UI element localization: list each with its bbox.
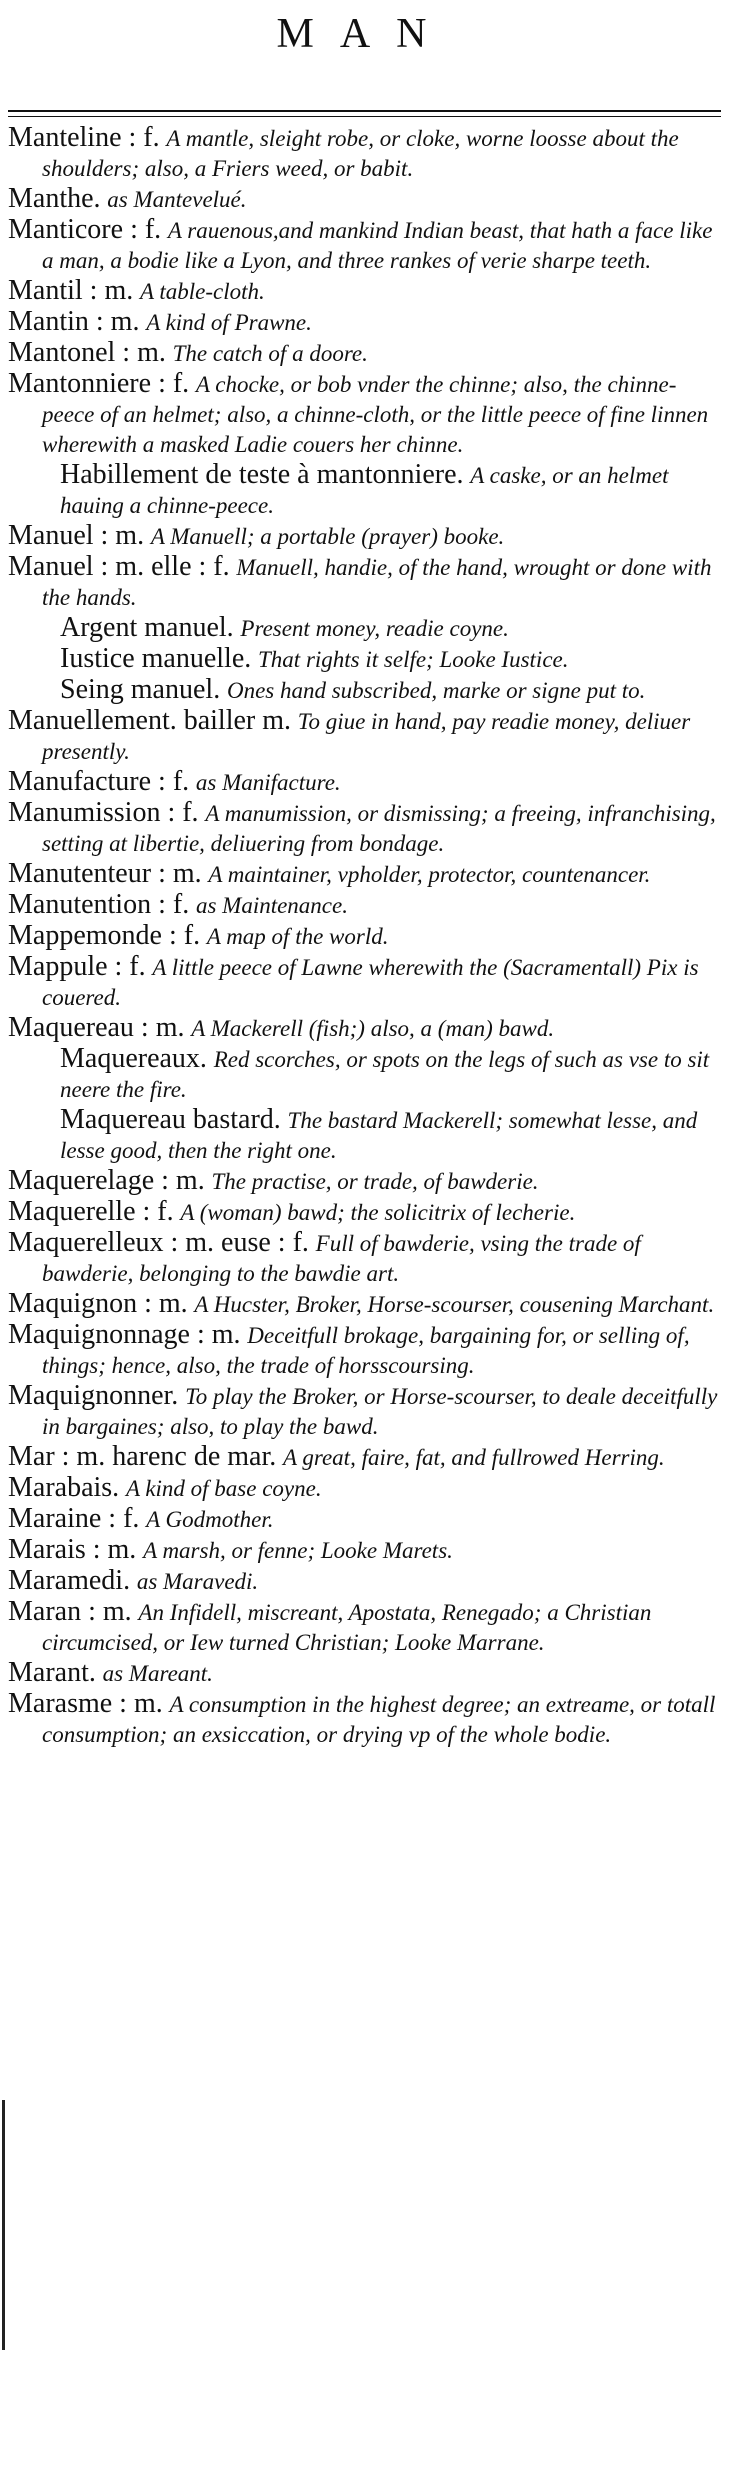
definition: A caske, or an helmet hauing a chinne-peece. <box>60 463 669 518</box>
headword: Manticore : f. <box>8 214 162 245</box>
headword: Maquerelage : m. <box>8 1165 205 1196</box>
headword: Habillement de teste à mantonniere. <box>60 459 464 490</box>
margin-mark <box>2 2100 5 2350</box>
headword: Marabais. <box>8 1472 120 1503</box>
headword: Maquereaux. <box>60 1043 207 1074</box>
sub-entry <box>8 644 721 674</box>
headword: Manuel : m. <box>8 520 145 551</box>
definition: A chocke, or bob vnder the chinne; also, the chinne-peece of an helmet; also, a chinne-cloth, or the little peece of fine linnen wherewith a masked Ladie couers her chinne. <box>42 372 709 457</box>
headword: Maquereau bastard. <box>60 1104 281 1135</box>
headword: Maquignonnage : m. <box>8 1319 241 1350</box>
dictionary-entry <box>8 184 721 214</box>
definition: A Godmother. <box>146 1507 274 1532</box>
headword: Maquereau : m. <box>8 1012 185 1043</box>
dictionary-entry <box>8 123 721 183</box>
entry-list <box>8 123 721 1749</box>
headword: Mar : m. harenc de mar. <box>8 1441 277 1472</box>
sub-entry <box>8 1044 721 1104</box>
definition: An Infidell, miscreant, Apostata, Renegado; a Christian circumcised, or Iew turned Christian; Looke Marrane. <box>42 1600 652 1655</box>
definition: A marsh, or fenne; Looke Marets. <box>143 1538 453 1563</box>
dictionary-entry <box>8 1504 721 1534</box>
header-rule <box>8 110 721 112</box>
dictionary-entry <box>8 1566 721 1596</box>
definition: A map of the world. <box>206 924 389 949</box>
headword: Mappule : f. <box>8 951 146 982</box>
headword: Manuel : m. elle : f. <box>8 551 230 582</box>
dictionary-entry <box>8 369 721 459</box>
dictionary-entry <box>8 1442 721 1472</box>
headword: Maraine : f. <box>8 1503 140 1534</box>
definition: To play the Broker, or Horse-scourser, to deale deceitfully in bargaines; also, to play the bawd. <box>42 1384 718 1439</box>
definition: as Maintenance. <box>195 893 348 918</box>
headword: Maquerelleux : m. euse : f. <box>8 1227 309 1258</box>
definition: Present money, readie coyne. <box>240 616 509 641</box>
sub-entry <box>8 675 721 705</box>
definition: Ones hand subscribed, marke or signe put to. <box>226 678 646 703</box>
dictionary-entry <box>8 921 721 951</box>
dictionary-entry <box>8 952 721 1012</box>
headword: Maran : m. <box>8 1596 132 1627</box>
dictionary-entry <box>8 215 721 275</box>
headword: Maquerelle : f. <box>8 1196 174 1227</box>
definition: A (woman) bawd; the solicitrix of lecherie. <box>180 1200 576 1225</box>
definition: That rights it selfe; Looke Iustice. <box>258 647 569 672</box>
definition: Deceitfull brokage, bargaining for, or selling of, things; hence, also, the trade of horsscoursing. <box>42 1323 690 1378</box>
definition: A little peece of Lawne wherewith the (Sacramentall) Pix is couered. <box>42 955 699 1010</box>
dictionary-entry <box>8 1535 721 1565</box>
definition: A Hucster, Broker, Horse-scourser, cousening Marchant. <box>194 1292 715 1317</box>
sub-entry <box>8 460 721 520</box>
definition: A maintainer, vpholder, protector, countenancer. <box>208 862 651 887</box>
definition: as Mantevelué. <box>107 187 247 212</box>
dictionary-entry <box>8 1658 721 1688</box>
definition: A manumission, or dismissing; a freeing, infranchising, setting at libertie, deliuering from bondage. <box>42 801 716 856</box>
definition: A great, faire, fat, and fullrowed Herring. <box>282 1445 665 1470</box>
headword: Maramedi. <box>8 1565 131 1596</box>
sub-entry <box>8 1105 721 1165</box>
dictionary-entry <box>8 859 721 889</box>
header-rule-thin <box>8 116 721 117</box>
definition: Full of bawderie, vsing the trade of bawderie, belonging to the bawdie art. <box>42 1231 641 1286</box>
headword: Manutention : f. <box>8 889 190 920</box>
headword: Marais : m. <box>8 1534 137 1565</box>
dictionary-entry <box>8 307 721 337</box>
dictionary-entry <box>8 521 721 551</box>
dictionary-entry <box>8 338 721 368</box>
headword: Marant. <box>8 1657 96 1688</box>
headword: Iustice manuelle. <box>60 643 252 674</box>
definition: A mantle, sleight robe, or cloke, worne loosse about the shoulders; also, a Friers weed, or babit. <box>42 126 679 181</box>
definition: A Manuell; a portable (prayer) booke. <box>150 524 505 549</box>
definition: The bastard Mackerell; somewhat lesse, and lesse good, then the right one. <box>60 1108 698 1163</box>
dictionary-entry <box>8 552 721 612</box>
definition: A kind of base coyne. <box>125 1476 322 1501</box>
definition: as Manifacture. <box>195 770 341 795</box>
definition: A Mackerell (fish;) also, a (man) bawd. <box>191 1016 555 1041</box>
definition: To giue in hand, pay readie money, deliuer presently. <box>42 709 691 764</box>
dictionary-entry <box>8 1597 721 1657</box>
headword: Mantil : m. <box>8 275 134 306</box>
definition: A consumption in the highest degree; an extreame, or totall consumption; an exsiccation, or drying vp of the whole bodie. <box>42 1692 716 1747</box>
definition: A table-cloth. <box>139 279 265 304</box>
definition: A rauenous,and mankind Indian beast, that hath a face like a man, a bodie like a Lyon, and three rankes of verie sharpe teeth. <box>42 218 713 273</box>
dictionary-entry <box>8 706 721 766</box>
definition: Red scorches, or spots on the legs of such as vse to sit neere the fire. <box>60 1047 710 1102</box>
headword: Seing manuel. <box>60 674 221 705</box>
headword: Manteline : f. <box>8 122 160 153</box>
headword: Manufacture : f. <box>8 766 190 797</box>
definition: The practise, or trade, of bawderie. <box>211 1169 539 1194</box>
dictionary-entry <box>8 1473 721 1503</box>
dictionary-entry <box>8 1228 721 1288</box>
definition: as Mareant. <box>102 1661 213 1686</box>
dictionary-entry <box>8 276 721 306</box>
headword: Mantonel : m. <box>8 337 166 368</box>
headword: Manthe. <box>8 183 101 214</box>
headword: Mappemonde : f. <box>8 920 201 951</box>
dictionary-entry <box>8 1320 721 1380</box>
dictionary-entry <box>8 1166 721 1196</box>
dictionary-entry <box>8 1381 721 1441</box>
dictionary-entry <box>8 1289 721 1319</box>
sub-entry <box>8 613 721 643</box>
headword: Mantonniere : f. <box>8 368 190 399</box>
definition: Manuell, handie, of the hand, wrought or done with the hands. <box>42 555 712 610</box>
headword: Marasme : m. <box>8 1688 163 1719</box>
dictionary-entry <box>8 1689 721 1749</box>
headword: Manumission : f. <box>8 797 199 828</box>
dictionary-entry <box>8 1013 721 1043</box>
dictionary-entry <box>8 890 721 920</box>
headword: Maquignon : m. <box>8 1288 188 1319</box>
dictionary-entry <box>8 767 721 797</box>
dictionary-entry <box>8 1197 721 1227</box>
page-header: MAN <box>276 11 453 57</box>
headword: Manutenteur : m. <box>8 858 202 889</box>
definition: A kind of Prawne. <box>146 310 312 335</box>
headword: Mantin : m. <box>8 306 140 337</box>
definition: The catch of a doore. <box>172 341 368 366</box>
headword: Maquignonner. <box>8 1380 179 1411</box>
headword: Argent manuel. <box>60 612 234 643</box>
dictionary-entry <box>8 798 721 858</box>
headword: Manuellement. bailler m. <box>8 705 292 736</box>
definition: as Maravedi. <box>136 1569 259 1594</box>
